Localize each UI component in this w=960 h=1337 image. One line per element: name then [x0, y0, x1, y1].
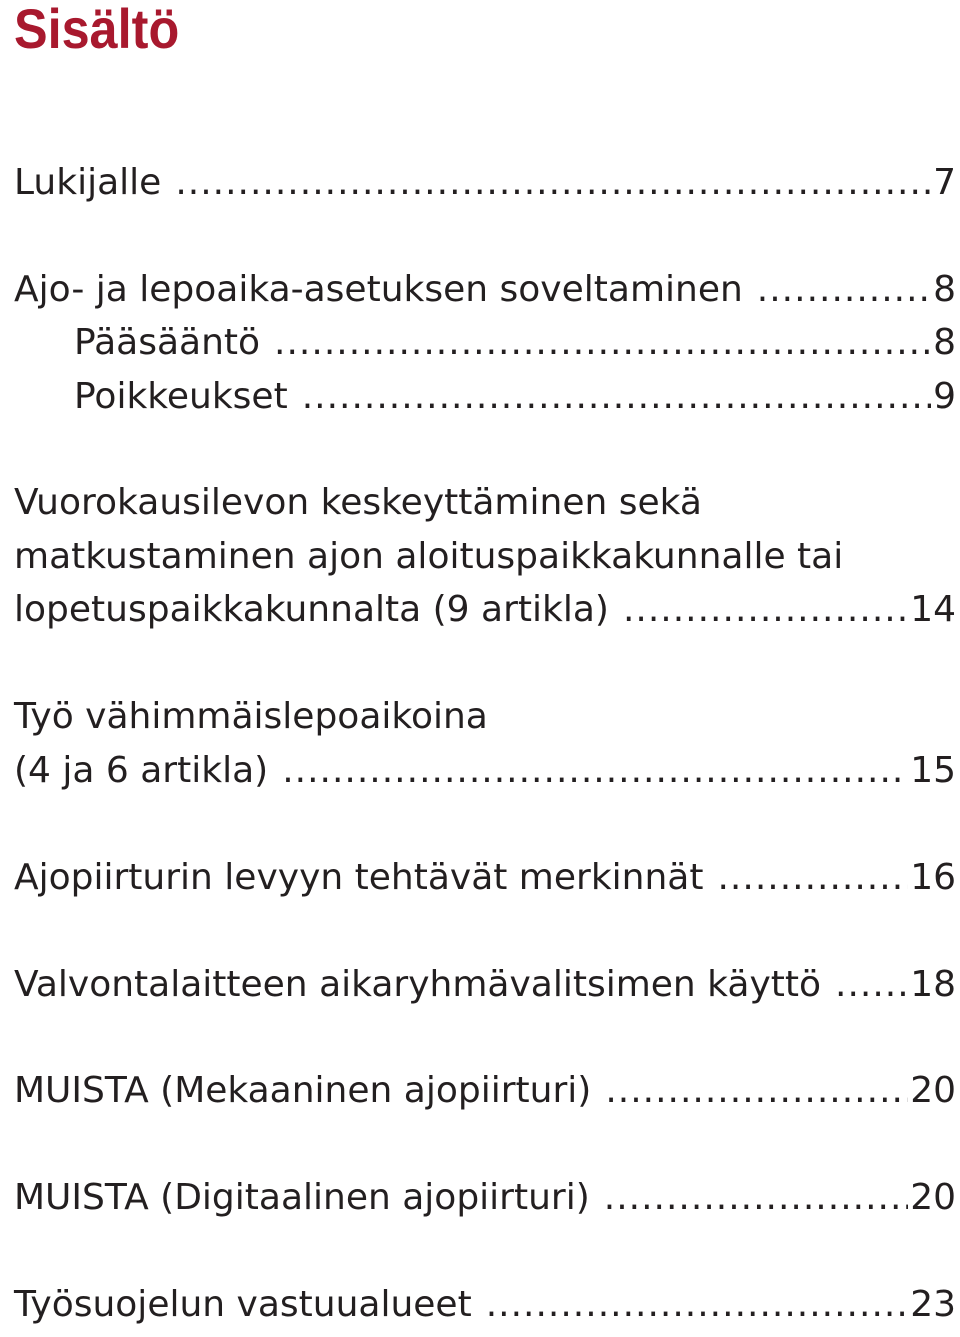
- toc-page-number: 20: [910, 1177, 956, 1218]
- toc-entry-lukijalle[interactable]: [14, 156, 956, 210]
- toc-entry-label: (4 ja 6 artikla): [14, 750, 269, 791]
- toc-entry-label: Työsuojelun vastuualueet: [14, 1284, 472, 1325]
- toc-subentry-poikkeukset[interactable]: [74, 370, 956, 424]
- toc-entry-label: MUISTA (Mekaaninen ajopiirturi): [14, 1070, 592, 1111]
- toc-page-number: 15: [910, 750, 956, 791]
- toc-page-number: 9: [933, 376, 956, 417]
- toc-entry-tyo-vahimmais[interactable]: [14, 744, 956, 798]
- dot-leader: [623, 583, 908, 637]
- toc-entry-label: Lukijalle: [14, 162, 162, 203]
- toc-entry-ajo-lepoaika[interactable]: [14, 263, 956, 317]
- toc-entry-label: Ajopiirturin levyyn tehtävät merkinnät: [14, 857, 704, 898]
- dot-leader: [604, 1171, 908, 1225]
- toc-entry-label: Pääsääntö: [74, 322, 261, 363]
- toc-page-number: 20: [910, 1070, 956, 1111]
- dot-leader: [835, 958, 908, 1012]
- dot-leader: [302, 370, 931, 424]
- toc-subentry-paasaanto[interactable]: [74, 316, 956, 370]
- toc-entry-label: Ajo- ja lepoaika-asetuksen soveltaminen: [14, 269, 743, 310]
- toc-page-number: 14: [910, 589, 956, 630]
- toc-entry-ajopiirturin[interactable]: [14, 851, 956, 905]
- toc-entry-muista-digitaalinen[interactable]: [14, 1171, 956, 1225]
- toc-entry-tyosuojelun[interactable]: [14, 1278, 956, 1332]
- toc-entry-vuorokausilevon-line2: matkustaminen ajon aloituspaikkakunnalle tai: [14, 536, 844, 577]
- toc-page-number: 8: [933, 269, 956, 310]
- toc-entry-label: lopetuspaikkakunnalta (9 artikla): [14, 589, 609, 630]
- toc-page-number: 18: [910, 964, 956, 1005]
- dot-leader: [717, 851, 908, 905]
- dot-leader: [486, 1278, 908, 1332]
- dot-leader: [757, 263, 931, 317]
- toc-entry-label: Valvontalaitteen aikaryhmävalitsimen käyttö: [14, 964, 822, 1005]
- toc-entry-label: MUISTA (Digitaalinen ajopiirturi): [14, 1177, 590, 1218]
- toc-page-number: 8: [933, 322, 956, 363]
- toc-entry-vuorokausilevon[interactable]: [14, 583, 956, 637]
- page-title: Sisältö: [14, 0, 180, 60]
- dot-leader: [175, 156, 931, 210]
- toc-entry-muista-mekaaninen[interactable]: [14, 1064, 956, 1118]
- dot-leader: [274, 316, 931, 370]
- toc-page-number: 16: [910, 857, 956, 898]
- toc-page-number: 23: [910, 1284, 956, 1325]
- dot-leader: [605, 1064, 908, 1118]
- toc-page-number: 7: [933, 162, 956, 203]
- toc-entry-valvontalaitteen[interactable]: [14, 958, 956, 1012]
- toc-entry-tyo-vahimmais-line1: Työ vähimmäislepoaikoina: [14, 696, 488, 737]
- dot-leader: [282, 744, 908, 798]
- toc-entry-label: Poikkeukset: [74, 376, 288, 417]
- toc-entry-vuorokausilevon-line1: Vuorokausilevon keskeyttäminen sekä: [14, 482, 702, 523]
